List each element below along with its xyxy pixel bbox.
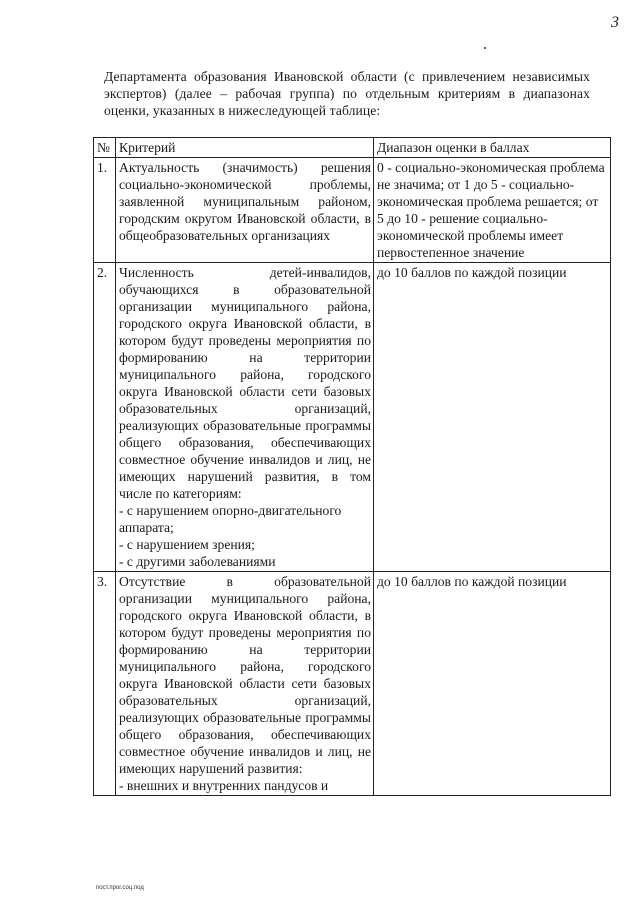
category-item: - внешних и внутренних пандусов и [119,778,329,793]
range-cell: до 10 баллов по каждой позиции [374,572,611,796]
criteria-table [93,137,611,796]
row-number: 2. [94,263,116,572]
row-number: 3. [94,572,116,796]
category-item: - с нарушением опорно-двигательного аппарата; [119,503,342,535]
header-criterion: Критерий [116,138,374,158]
table-row [94,158,611,263]
criterion-cell [116,572,374,796]
range-cell: до 10 баллов по каждой позиции [374,263,611,572]
criterion-cell [116,158,374,263]
header-range: Диапазон оценки в баллах [374,138,611,158]
range-cell: 0 - социально-экономическая проблема не значима; от 1 до 5 - социально-экономическая проблема решается; от 5 до 10 - решение социально-экономической проблемы имеет первостепенное значение [374,158,611,263]
table-header-row [94,138,611,158]
criteria-table-container [93,137,611,796]
criterion-text: Отсутствие в образовательной организации муниципального района, городского округа Ивановской области, в котором будут проведены мероприятия по формированию на территории муниципального района, городского округа Ивановской области сети базовых образовательных организаций, реализующих образовательные программы общего образования, обеспечивающих совместное обучение инвалидов и лиц, не имеющих нарушений развития: [119,574,371,776]
row-number: 1. [94,158,116,263]
criterion-text: Актуальность (значимость) решения социально-экономической проблемы, заявленной муниципальным районом, городским округом Ивановской области, в общеобразовательных организациях [119,160,371,243]
table-row [94,572,611,796]
page-number: 3 [611,14,619,31]
criterion-cell [116,263,374,572]
category-item: - с другими заболеваниями [119,554,276,569]
header-num: № [94,138,116,158]
table-row [94,263,611,572]
intro-paragraph: Департамента образования Ивановской области (с привлечением независимых экспертов) (далее – рабочая группа) по отдельным критериям в диапазонах оценки, указанных в нижеследующей таблице: [104,69,590,118]
footer-file-label: пост.прог.соц.под [96,885,144,891]
scan-speck [484,47,486,49]
category-item: - с нарушением зрения; [119,537,255,552]
criterion-text: Численность детей-инвалидов, обучающихся в образовательной организации муниципального района, городского округа Ивановской области, в котором будут проведены мероприятия по формированию на территории муниципального района, городского округа Ивановской области сети базовых образовательных организаций, реализующих образовательные программы общего образования, обеспечивающих совместное обучение инвалидов и лиц, не имеющих нарушений развития, в том числе по категориям: [119,265,371,501]
